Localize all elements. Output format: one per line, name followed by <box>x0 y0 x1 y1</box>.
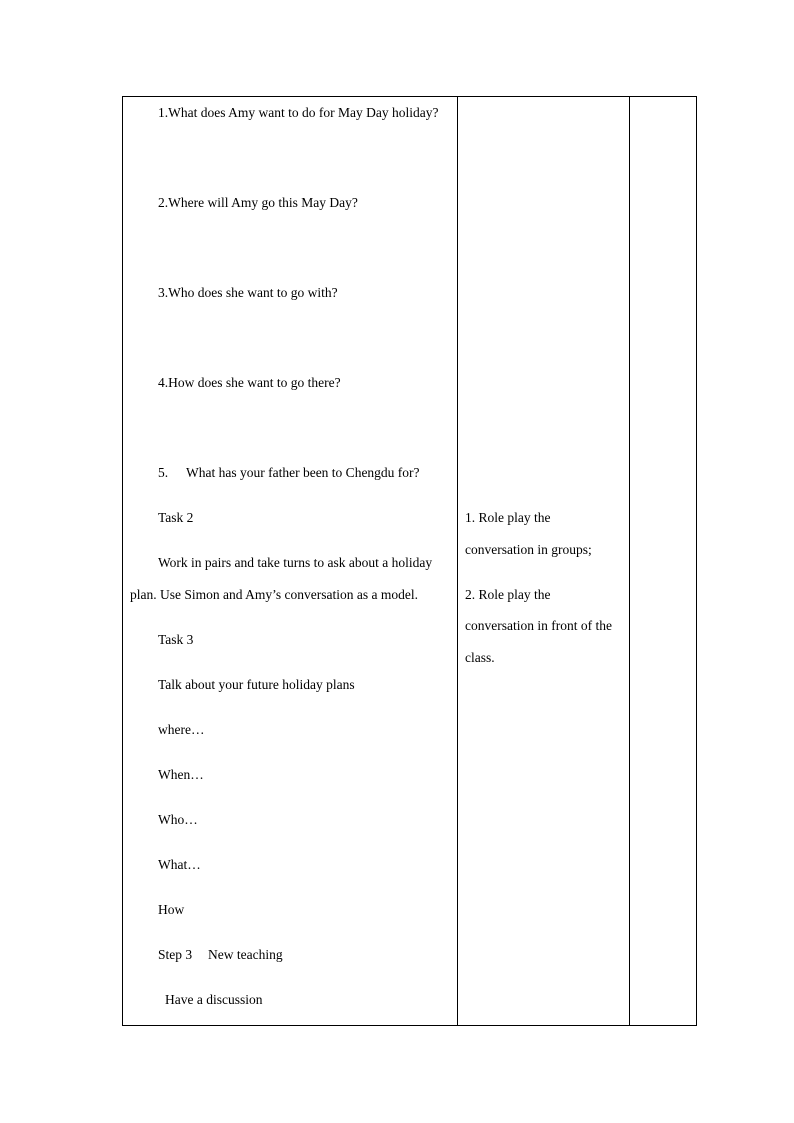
task-3-heading: Task 3 <box>158 632 194 647</box>
prompt-how: How <box>158 902 185 917</box>
prompt-what: What… <box>158 857 201 872</box>
question-4: 4.How does she want to go there? <box>158 375 341 390</box>
step-3-label: Step 3 <box>158 947 193 962</box>
column-divider-2 <box>629 97 630 1025</box>
task-2-line-1: Work in pairs and take turns to ask about a holiday <box>158 555 433 570</box>
activity-2-line-2: conversation in front of the <box>465 618 612 633</box>
task-3-line: Talk about your future holiday plans <box>158 677 355 692</box>
activity-1-line-1: 1. Role play the <box>465 510 551 525</box>
activity-2-line-3: class. <box>465 650 495 665</box>
question-5-text: What has your father been to Chengdu for? <box>186 465 420 480</box>
prompt-when: When… <box>158 767 204 782</box>
task-2-line-2: plan. Use Simon and Amy’s conversation as a model. <box>130 587 418 602</box>
step-3-title: New teaching <box>208 947 283 962</box>
activity-1-line-2: conversation in groups; <box>465 542 592 557</box>
activity-2-line-1: 2. Role play the <box>465 587 551 602</box>
question-5-number: 5. <box>158 465 169 480</box>
prompt-where: where… <box>158 722 205 737</box>
question-3: 3.Who does she want to go with? <box>158 285 338 300</box>
discussion-line: Have a discussion <box>165 992 263 1007</box>
question-1: 1.What does Amy want to do for May Day holiday? <box>158 105 439 120</box>
prompt-who: Who… <box>158 812 198 827</box>
column-divider-1 <box>457 97 458 1025</box>
task-2-heading: Task 2 <box>158 510 194 525</box>
question-2: 2.Where will Amy go this May Day? <box>158 195 358 210</box>
